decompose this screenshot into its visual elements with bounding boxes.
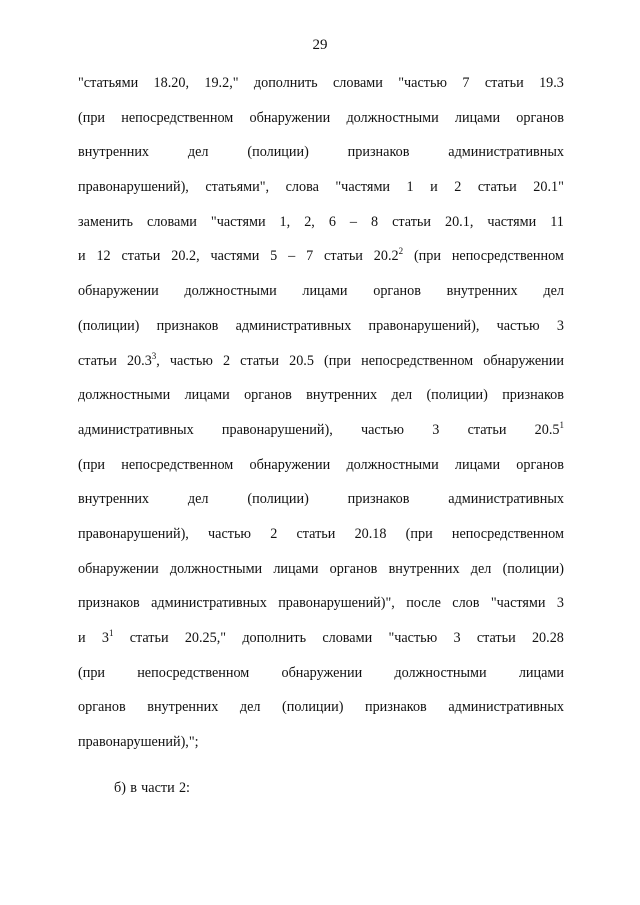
- word: лицами: [518, 664, 564, 681]
- word: 2: [454, 179, 462, 196]
- word: административных: [448, 491, 564, 508]
- word: словами: [333, 75, 383, 91]
- word: должностными: [78, 387, 171, 404]
- word: частью: [169, 352, 213, 369]
- word: 20.5$^1$: [534, 419, 564, 438]
- word: 19.2,": [204, 75, 239, 91]
- word: (при: [405, 525, 433, 542]
- word: внутренних: [306, 387, 378, 404]
- text-line: [78, 73, 564, 108]
- word: обнаружении: [249, 109, 331, 126]
- word: статьями",: [205, 179, 270, 196]
- word: (полиции): [426, 387, 488, 404]
- word: должностными: [346, 456, 439, 473]
- text-line: [78, 108, 564, 143]
- word: словами: [322, 630, 373, 646]
- word: и: [78, 630, 86, 646]
- word: статьи: [392, 213, 431, 230]
- text-line: [78, 385, 564, 420]
- word: органов: [244, 387, 292, 404]
- text-line: [78, 559, 564, 594]
- word: обнаружении: [249, 456, 331, 473]
- text-line: [78, 455, 564, 490]
- word: статьи: [467, 421, 507, 438]
- word: –: [288, 248, 296, 265]
- word: и: [78, 248, 86, 265]
- word: (полиции): [502, 560, 564, 577]
- word: статьи: [476, 630, 516, 646]
- word: признаков: [502, 387, 564, 404]
- word: 6: [328, 213, 336, 230]
- word: обнаружении: [78, 560, 159, 577]
- word: непосредственном: [137, 664, 250, 681]
- word: "частями: [490, 595, 546, 612]
- word: статьи: [484, 75, 524, 91]
- word: дел: [187, 144, 209, 161]
- word: административных: [448, 699, 564, 716]
- word: части: [141, 779, 175, 796]
- word: органов: [516, 456, 564, 473]
- word: 20.28: [531, 630, 564, 646]
- text-line: [78, 316, 564, 351]
- word: частями: [210, 248, 260, 265]
- page-number: 29: [312, 37, 328, 53]
- word: дел: [187, 491, 209, 508]
- word: (при: [413, 248, 441, 265]
- word: 1: [406, 179, 414, 196]
- word: –: [349, 213, 358, 230]
- word: органов: [373, 283, 421, 300]
- word: административных: [448, 144, 564, 161]
- word: обнаружении: [78, 283, 159, 300]
- word: признаков: [156, 317, 219, 334]
- word: 3: [432, 421, 440, 438]
- word: правонарушений),: [78, 179, 189, 196]
- word: дел: [391, 387, 413, 404]
- word: лицами: [184, 387, 230, 404]
- word: 2: [222, 352, 231, 369]
- word: должностными: [394, 664, 487, 681]
- word: 3: [556, 317, 564, 334]
- word: 20.2,: [171, 248, 200, 265]
- word: внутренних: [388, 560, 460, 577]
- word: непосредственном: [121, 456, 234, 473]
- word: статьи: [477, 179, 517, 196]
- word: правонарушений),: [368, 317, 480, 334]
- word: лицами: [454, 456, 501, 473]
- word: после: [406, 595, 441, 612]
- word: органов: [329, 560, 378, 577]
- word: должностными: [169, 560, 263, 577]
- word: правонарушений)",: [278, 595, 395, 612]
- word: 20.18: [354, 525, 387, 542]
- word: 20.25,": [184, 630, 227, 646]
- word: 7: [306, 248, 314, 265]
- word: административных: [151, 595, 267, 612]
- text-line: [78, 142, 564, 177]
- word: и: [430, 179, 438, 196]
- text-line: [78, 351, 564, 386]
- word: 12: [96, 248, 111, 265]
- word: 2,: [304, 213, 315, 230]
- word: внутренних: [78, 144, 150, 161]
- word: дополнить: [253, 75, 318, 91]
- word: лицами: [454, 109, 501, 126]
- text-line: [78, 212, 564, 247]
- word: признаков: [347, 144, 410, 161]
- word: (полиции): [78, 317, 140, 334]
- text-line: [78, 281, 564, 316]
- word: 18.20,: [153, 75, 189, 91]
- word: (полиции): [247, 491, 309, 508]
- word: слова: [285, 179, 319, 196]
- word: заменить: [78, 213, 134, 230]
- word: статьи: [78, 352, 117, 369]
- word: (при: [324, 352, 352, 369]
- word: 5: [270, 248, 278, 265]
- word: 20.2$^2$: [373, 246, 404, 265]
- word: лицами: [273, 560, 319, 577]
- word: обнаружении: [483, 352, 564, 369]
- word: дел: [543, 283, 564, 300]
- word: статьи: [121, 248, 161, 265]
- word: дел: [470, 560, 492, 577]
- word: 11: [550, 213, 564, 230]
- word: 20.1,: [444, 213, 474, 230]
- word: 3: [556, 595, 564, 612]
- word: $3^1$: [101, 628, 114, 646]
- word: 20.1": [533, 179, 564, 196]
- word: непосредственном: [121, 109, 234, 126]
- word: непосредственном: [451, 248, 564, 265]
- word: (при: [78, 664, 106, 681]
- word: административных: [235, 317, 352, 334]
- text-line: [78, 177, 564, 212]
- word: дополнить: [242, 630, 307, 646]
- superscript: 3: [151, 350, 157, 361]
- word: непосредственном: [451, 525, 564, 542]
- word: обнаружении: [281, 664, 363, 681]
- word: 7: [462, 75, 470, 91]
- word: 8: [371, 213, 379, 230]
- word: дел: [239, 699, 261, 716]
- word: органов: [516, 109, 564, 126]
- text-line: [78, 778, 564, 813]
- word: частью: [361, 421, 404, 438]
- word: 2: [270, 525, 278, 542]
- word: правонарушений),: [78, 525, 189, 542]
- word: органов: [78, 699, 126, 716]
- word: непосредственном: [361, 352, 474, 369]
- text-line: [78, 420, 564, 455]
- text-line: [78, 246, 564, 281]
- word: статьи: [296, 525, 336, 542]
- word: 2:: [178, 779, 190, 796]
- word: внутренних: [147, 699, 219, 716]
- word: правонарушений),: [221, 421, 333, 438]
- word: "статьями: [78, 75, 139, 91]
- word: статьи: [129, 630, 169, 646]
- word: б): [114, 779, 126, 796]
- word: статьи: [324, 248, 363, 265]
- text-line: [78, 524, 564, 559]
- word: частью: [208, 525, 252, 542]
- word: (при: [78, 109, 106, 126]
- document-body: [78, 73, 564, 812]
- word: в: [130, 779, 137, 796]
- word: правонарушений),";: [78, 734, 199, 751]
- word: "частями: [210, 213, 266, 230]
- word: должностными: [184, 283, 277, 300]
- word: статьи: [240, 352, 280, 369]
- text-line: [78, 593, 564, 628]
- word: словами: [147, 213, 197, 230]
- word: 20.5: [289, 352, 314, 369]
- text-line: [78, 663, 564, 698]
- text-line: [78, 732, 564, 767]
- superscript: 1: [559, 419, 564, 430]
- word: 20.3$^3$,: [126, 350, 160, 369]
- word: частями: [487, 213, 537, 230]
- word: признаков: [365, 699, 427, 716]
- word: слов: [452, 595, 480, 612]
- word: 1,: [279, 213, 291, 230]
- word: (полиции): [247, 144, 309, 161]
- word: (полиции): [282, 699, 344, 716]
- word: должностными: [346, 109, 439, 126]
- word: 3: [453, 630, 461, 646]
- word: признаков: [347, 491, 410, 508]
- superscript: 2: [398, 246, 404, 257]
- word: (при: [78, 456, 106, 473]
- word: внутренних: [78, 491, 150, 508]
- text-line: [78, 697, 564, 732]
- word: 19.3: [539, 75, 564, 91]
- word: административных: [78, 421, 194, 438]
- text-line: [78, 628, 564, 663]
- word: "частями: [335, 179, 391, 196]
- word: "частью: [388, 630, 438, 646]
- text-line: [78, 489, 564, 524]
- word: частью: [496, 317, 540, 334]
- word: "частью: [398, 75, 448, 91]
- word: лицами: [302, 283, 348, 300]
- word: внутренних: [446, 283, 518, 300]
- superscript: 1: [108, 628, 114, 638]
- word: признаков: [78, 595, 140, 612]
